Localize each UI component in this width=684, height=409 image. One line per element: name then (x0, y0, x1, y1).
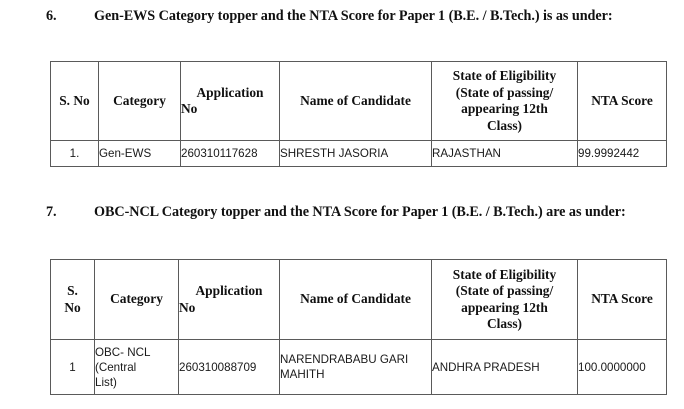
header-nta-score: NTA Score (578, 260, 667, 340)
header-name-of-candidate: Name of Candidate (280, 62, 432, 141)
section-7-number: 7. (46, 204, 57, 220)
header-state-of-eligibility (432, 62, 578, 141)
cell-application-no: 260310117628 (181, 141, 280, 167)
header-serial-no: S. No (51, 62, 99, 141)
cell-name-of-candidate: SHRESTH JASORIA (280, 141, 432, 167)
header-application-no-line-1: Application (196, 84, 264, 100)
cell-category: Gen-EWS (99, 141, 181, 167)
header-application-no-line-1: Application (195, 283, 263, 298)
table-row (51, 141, 667, 167)
header-application-no (181, 62, 280, 141)
header-category: Category (99, 62, 181, 141)
cell-category-line-3: List) (95, 375, 117, 389)
cell-serial-no: 1. (51, 141, 99, 167)
header-nta-score: NTA Score (578, 62, 667, 141)
cell-name-of-candidate (280, 340, 432, 395)
header-name-of-candidate: Name of Candidate (280, 260, 432, 340)
header-application-no (179, 260, 280, 340)
header-state-line-2: (State of passing/ (455, 283, 554, 298)
table-row (51, 340, 667, 395)
gen-ews-topper-table (50, 61, 667, 167)
section-7-text: OBC-NCL Category topper and the NTA Score for Paper 1 (B.E. / B.Tech.) are as under: (94, 204, 626, 220)
table-header-row (51, 260, 667, 340)
cell-state-of-eligibility: RAJASTHAN (432, 141, 578, 167)
section-7-paragraph (46, 202, 670, 223)
section-6-text: Gen-EWS Category topper and the NTA Score for Paper 1 (B.E. / B.Tech.) is as under: (94, 8, 613, 24)
header-application-no-line-2: No (181, 101, 198, 116)
header-serial-no-line-2: No (64, 299, 81, 315)
header-state-of-eligibility (432, 260, 578, 340)
header-serial-no-line-1: S. (67, 283, 78, 298)
header-application-no-line-2: No (179, 299, 196, 315)
section-6-paragraph (46, 6, 670, 27)
cell-category-line-1: OBC- NCL (95, 345, 151, 359)
header-state-line-4: Class) (487, 117, 522, 133)
header-state-line-3: appearing 12th (461, 101, 548, 116)
table-header-row (51, 62, 667, 141)
header-serial-no (51, 260, 95, 340)
header-state-line-2: (State of passing/ (455, 84, 554, 100)
cell-category (95, 340, 179, 395)
cell-nta-score: 99.9992442 (578, 141, 667, 167)
header-state-line-4: Class) (487, 316, 522, 331)
obc-ncl-topper-table (50, 259, 667, 395)
section-6-number: 6. (46, 8, 57, 24)
cell-nta-score: 100.0000000 (578, 340, 667, 395)
cell-category-line-2: (Central (95, 360, 137, 374)
header-state-line-3: appearing 12th (461, 299, 548, 315)
header-state-line-1: State of Eligibility (452, 266, 557, 282)
cell-name-line-1: NARENDRABABU GARI (280, 353, 409, 366)
cell-serial-no: 1 (51, 340, 95, 395)
header-state-line-1: State of Eligibility (452, 68, 557, 83)
cell-state-of-eligibility: ANDHRA PRADESH (432, 340, 578, 395)
header-category: Category (95, 260, 179, 340)
cell-name-line-2: MAHITH (280, 368, 325, 381)
cell-application-no: 260310088709 (179, 340, 280, 395)
